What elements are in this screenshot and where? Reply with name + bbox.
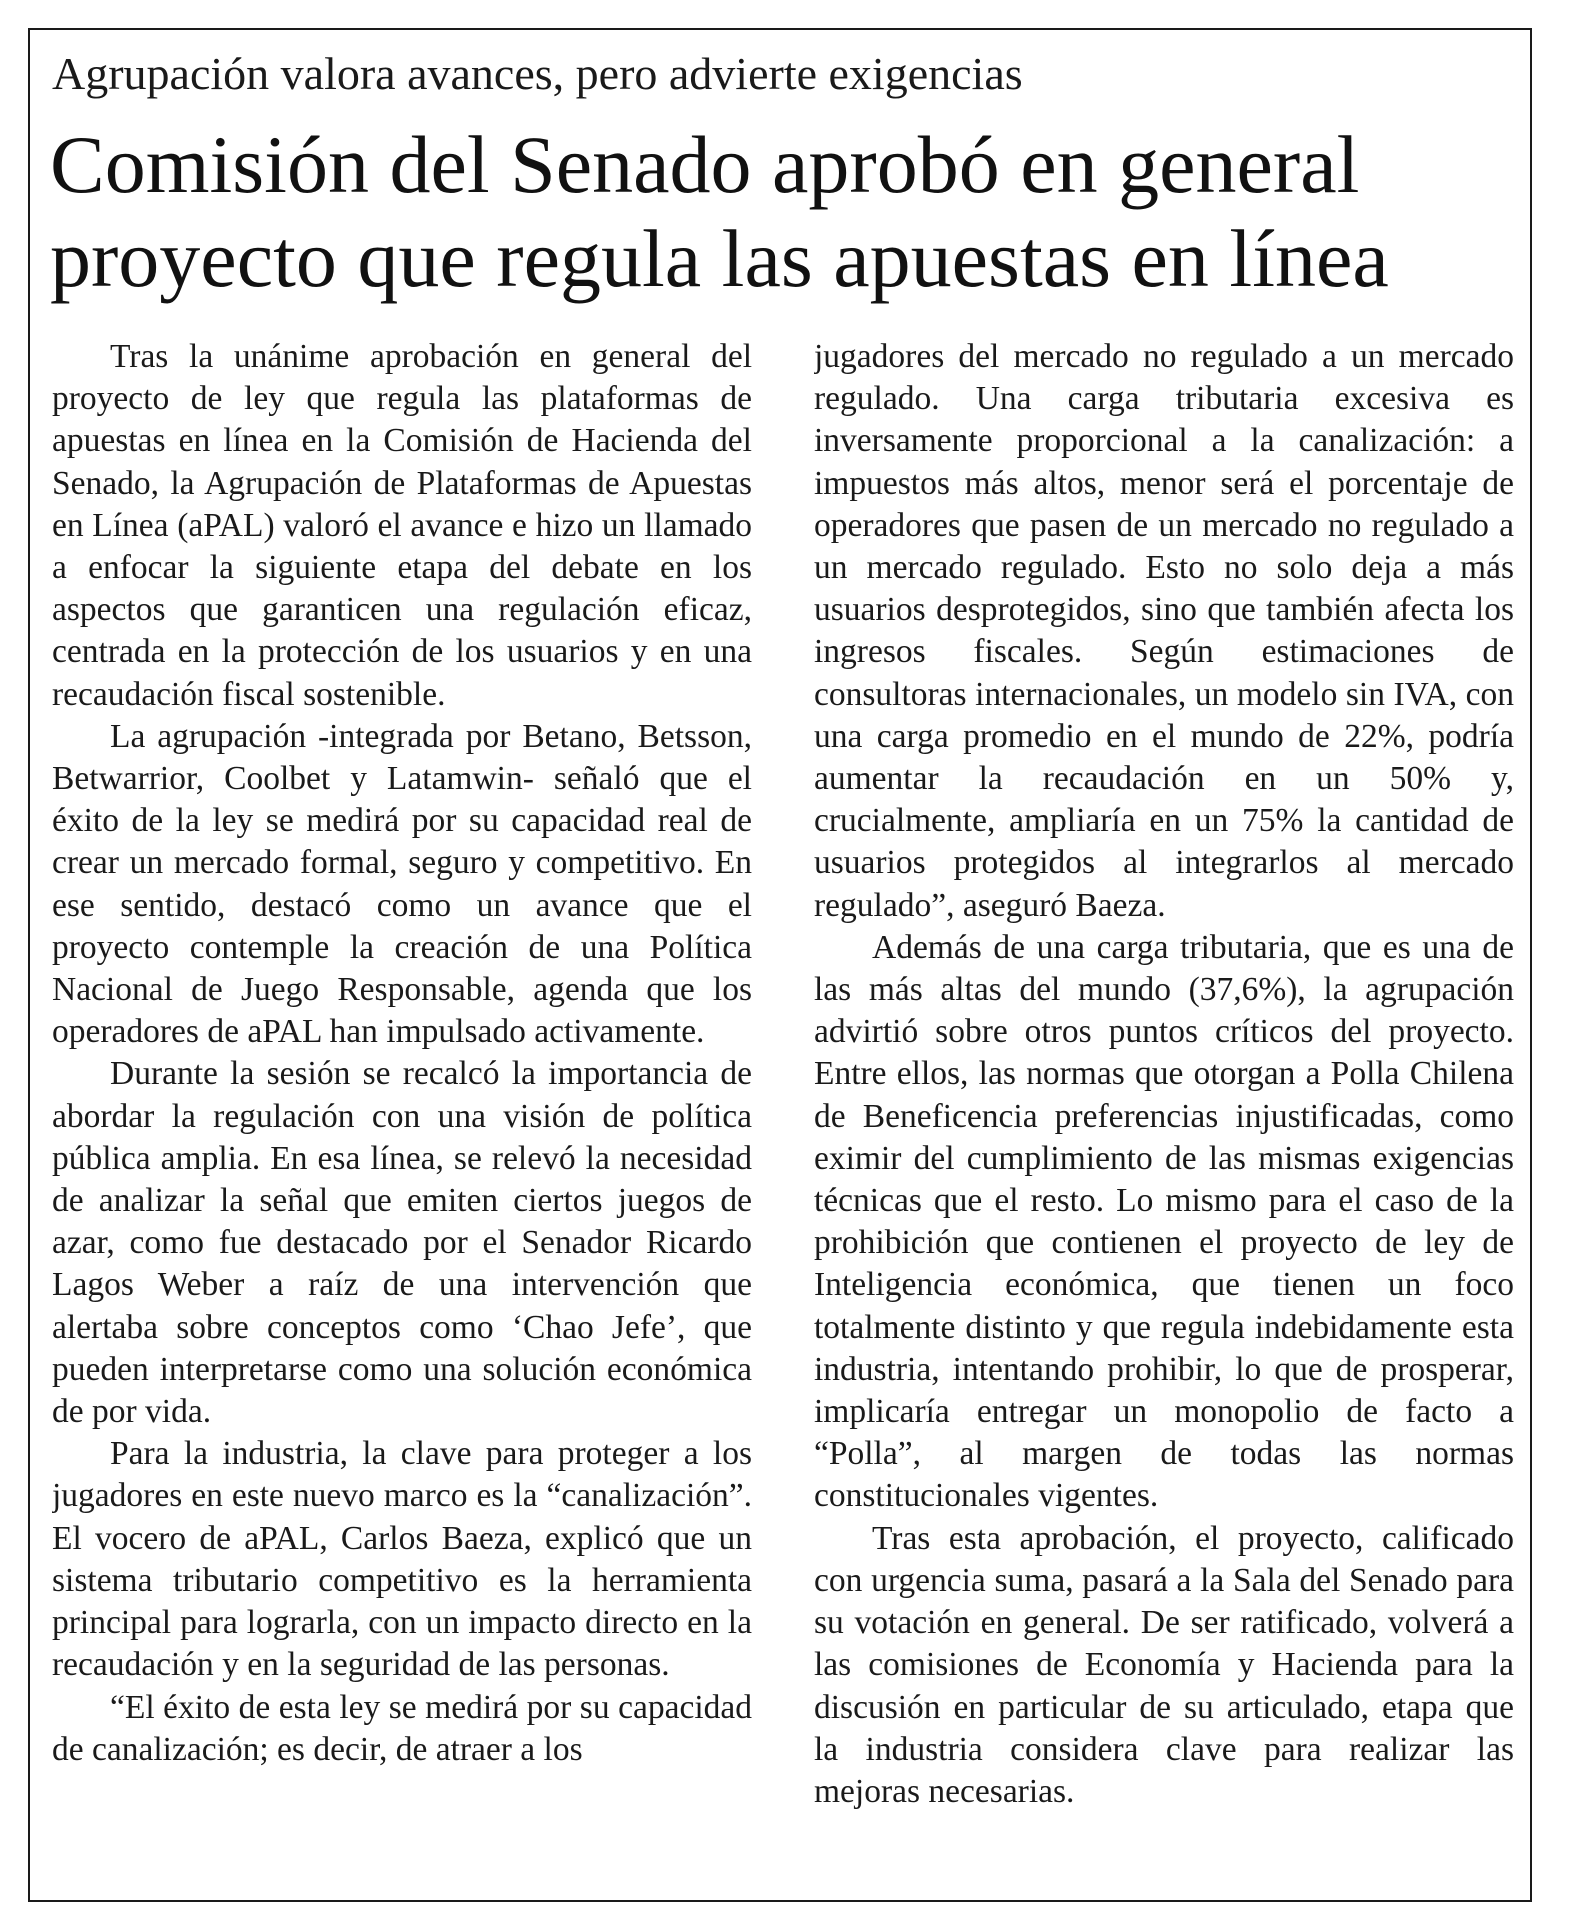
article-kicker: Agrupación valora avances, pero advierte exigencias — [52, 48, 1023, 99]
left-column — [52, 336, 752, 1866]
paragraph: Tras la unánime aprobación en general del proyecto de ley que regula las plataformas de apuestas en línea en la Comisión de Hacienda del Senado, la Agrupación de Plataformas de Apuestas en Línea (aPAL) valoró el avance e hizo un llamado a enfocar la siguiente etapa del debate en los aspectos que garanticen una regulación eficaz, centrada en la protección de los usuarios y en una recaudación fiscal sostenible. — [52, 338, 752, 713]
paragraph: Tras esta aprobación, el proyecto, calificado con urgencia suma, pasará a la Sala del Senado para su votación en general. De ser ratificado, volverá a las comisiones de Economía y Hacienda para la discusión en particular de su articulado, etapa que la industria considera clave para realizar las mejoras necesarias. — [814, 1519, 1514, 1810]
headline-line-1: Comisión del Senado aprobó en general — [50, 119, 1360, 210]
paragraph: Para la industria, la clave para proteger a los jugadores en este nuevo marco es la “canalización”. El vocero de aPAL, Carlos Baeza, explicó que un sistema tributario competitivo es la herramienta principal para lograrla, con un impacto directo en la recaudación y en la seguridad de las personas. — [52, 1435, 752, 1684]
paragraph: La agrupación -integrada por Betano, Betsson, Betwarrior, Coolbet y Latamwin- señaló que el éxito de la ley se medirá por su capacidad real de crear un mercado formal, seguro y competitivo. En ese sentido, destacó como un avance que el proyecto contemple la creación de una Política Nacional de Juego Responsable, agenda que los operadores de aPAL han impulsado activamente. — [52, 717, 752, 1051]
paragraph: Además de una carga tributaria, que es una de las más altas del mundo (37,6%), la agrupación advirtió sobre otros puntos críticos del proyecto. Entre ellos, las normas que otorgan a Polla Chilena de Beneficencia preferencias injustificadas, como eximir del cumplimiento de las mismas exigencias técnicas que el resto. Lo mismo para el caso de la prohibición que contienen el proyecto de ley de Inteligencia económica, que tienen un foco totalmente distinto y que regula indebidamente esta industria, intentando prohibir, lo que de prosperar, implicaría entregar un monopolio de facto a “Polla”, al margen de todas las normas constitucionales vigentes. — [814, 928, 1514, 1515]
headline-line-2: proyecto que regula las apuestas en línea — [50, 213, 1389, 304]
right-column — [814, 336, 1514, 1866]
article-headline — [50, 118, 1530, 306]
paragraph: “El éxito de esta ley se medirá por su capacidad de canalización; es decir, de atraer a los — [52, 1688, 752, 1768]
paragraph: Durante la sesión se recalcó la importancia de abordar la regulación con una visión de política pública amplia. En esa línea, se relevó la necesidad de analizar la señal que emiten ciertos juegos de azar, como fue destacado por el Senador Ricardo Lagos Weber a raíz de una intervención que alertaba sobre conceptos como ‘Chao Jefe’, que pueden interpretarse como una solución económica de por vida. — [52, 1055, 752, 1431]
paragraph-continued: jugadores del mercado no regulado a un mercado regulado. Una carga tributaria excesiva es inversamente proporcional a la canalización: a impuestos más altos, menor será el porcentaje de operadores que pasen de un mercado no regulado a un mercado regulado. Esto no solo deja a más usuarios desprotegidos, sino que también afecta los ingresos fiscales. Según estimaciones de consultoras internacionales, un modelo sin IVA, con una carga promedio en el mundo de 22%, podría aumentar la recaudación en un 50% y, crucialmente, ampliaría en un 75% la cantidad de usuarios protegidos al integrarlos al mercado regulado”, aseguró Baeza. — [814, 338, 1514, 924]
